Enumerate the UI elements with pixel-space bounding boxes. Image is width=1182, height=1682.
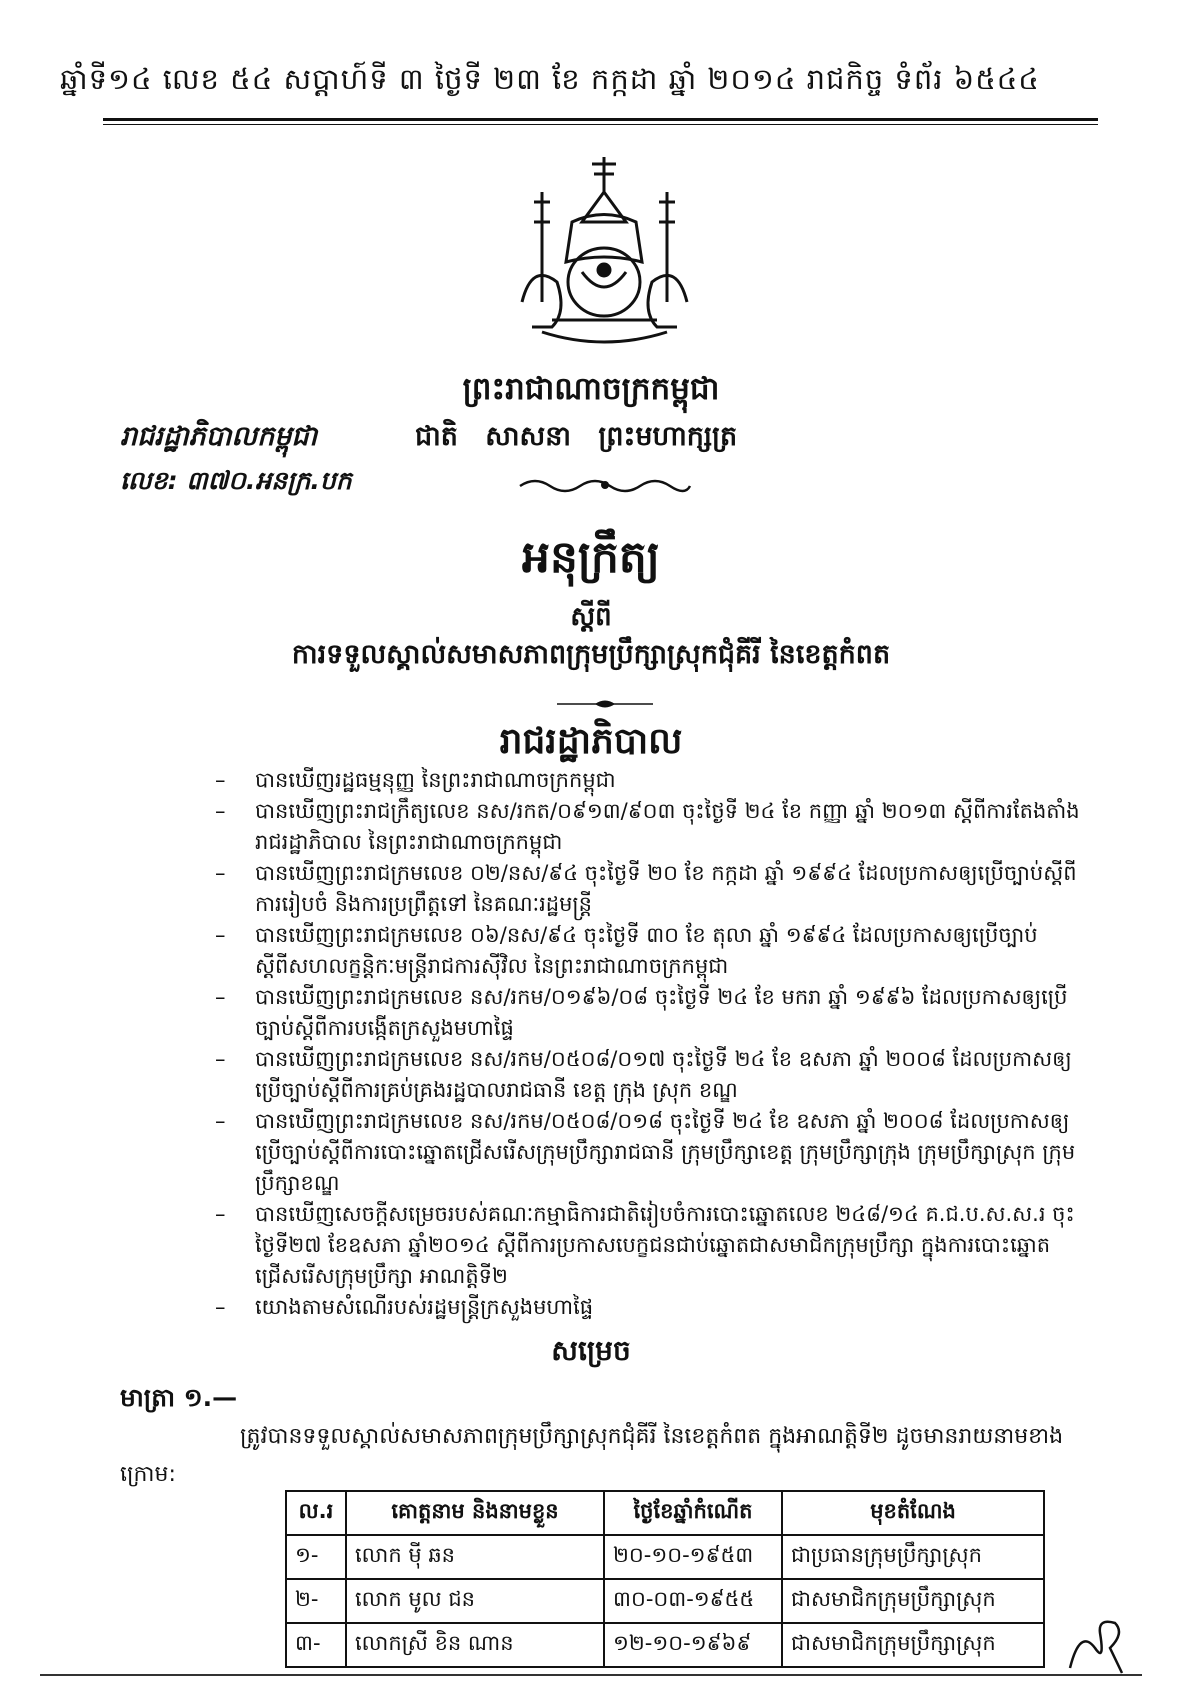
considerations-list	[215, 765, 1085, 1323]
list-item: – បានឃើញព្រះរាជក្រមលេខ នស/រកម/០១៩៦/០៨ ចុះថ្ងៃទី ២៤ ខែ មករា ឆ្នាំ ១៩៩៦ ដែលប្រកាសឲ្យប្រើច្បាប់ស្តីពីការបង្កើតក្រសួងមហាផ្ទៃ	[215, 985, 1068, 1040]
list-item: – បានឃើញព្រះរាជក្រមលេខ នស/រកម/០៥០៨/០១៧ ចុះថ្ងៃទី ២៤ ខែ ឧសភា ឆ្នាំ ២០០៨ ដែលប្រកាសឲ្យប្រើច្បាប់ស្តីពីការគ្រប់គ្រងរដ្ឋបាលរាជធានី ខេត្ត ក្រុង ស្រុក ខណ្ឌ	[215, 1047, 1072, 1102]
column-header: មុខតំណែង	[782, 1491, 1044, 1535]
row-number: ៣-	[286, 1623, 346, 1667]
list-item: – បានឃើញព្រះរាជក្រមលេខ ០៦/នស/៩៤ ចុះថ្ងៃទី ៣០ ខែ តុលា ឆ្នាំ ១៩៩៤ ដែលប្រកាសឲ្យប្រើច្បាប់ស្តីពីសហលក្ខន្តិកៈមន្ត្រីរាជការស៊ីវិល នៃព្រះរាជាណាចក្រកម្ពុជា	[215, 923, 1038, 978]
member-name: លោក មូល ជន	[346, 1579, 604, 1623]
consideration-text: បានឃើញព្រះរាជក្រមលេខ នស/រកម/០៥០៨/០១៧ ចុះថ្ងៃទី ២៤ ខែ ឧសភា ឆ្នាំ ២០០៨ ដែលប្រកាសឲ្យប្រើច្បាប់ស្តីពីការគ្រប់គ្រងរដ្ឋបាលរាជធានី ខេត្ត ក្រុង ស្រុក ខណ្ឌ	[255, 1047, 1072, 1102]
document-subject: ការទទួលស្គាល់សមាសភាពក្រុមប្រឹក្សាស្រុកជុំគីរី នៃខេត្តកំពត	[291, 639, 891, 670]
consideration-text: យោងតាមសំណើរបស់រដ្ឋមន្ត្រីក្រសួងមហាផ្ទៃ	[255, 1295, 594, 1319]
row-number: ១-	[286, 1535, 346, 1579]
header-rule-thick	[103, 118, 1098, 121]
page-bottom-rule	[40, 1674, 1142, 1676]
column-header: ល.រ	[286, 1491, 346, 1535]
table-row	[286, 1623, 1044, 1667]
document-number: លេខ: ៣៧០.អនក្រ.បក	[120, 466, 352, 495]
member-name: លោកស្រី ខិន ណាន	[346, 1623, 604, 1667]
member-dob: ៣០-០៣-១៩៥៥	[604, 1579, 782, 1623]
list-item: – បានឃើញព្រះរាជក្រមលេខ នស/រកម/០៥០៨/០១៨ ចុះថ្ងៃទី ២៤ ខែ ឧសភា ឆ្នាំ ២០០៨ ដែលប្រកាសឲ្យប្រើច្បាប់ស្តីពីការបោះឆ្នោតជ្រើសរើសក្រុមប្រឹក្សារាជធានី ក្រុមប្រឹក្សាខេត្ត ក្រុមប្រឹក្សាក្រុង ក្រុមប្រឹក្សាស្រុក ក្រុមប្រឹក្សាខណ្ឌ	[215, 1109, 1076, 1195]
list-item: – បានឃើញព្រះរាជក្រមលេខ ០២/នស/៩៤ ចុះថ្ងៃទី ២០ ខែ កក្កដា ឆ្នាំ ១៩៩៤ ដែលប្រកាសឲ្យប្រើច្បាប់ស្តីពីការរៀបចំ និងការប្រព្រឹត្តទៅ នៃគណៈរដ្ឋមន្ត្រី	[215, 861, 1077, 916]
royal-arms-emblem-icon	[512, 152, 697, 352]
member-dob: ២០-១០-១៩៥៣	[604, 1535, 782, 1579]
list-item: – បានឃើញព្រះរាជក្រឹត្យលេខ នស/រកត/០៩១៣/៩០៣ ចុះថ្ងៃទី ២៤ ខែ កញ្ញា ឆ្នាំ ២០១៣ ស្តីពីការតែងតាំងរាជរដ្ឋាភិបាល នៃព្រះរាជាណាចក្រកម្ពុជា	[215, 799, 1080, 854]
members-table	[285, 1490, 1045, 1668]
consideration-text: បានឃើញព្រះរាជក្រមលេខ ០២/នស/៩៤ ចុះថ្ងៃទី ២០ ខែ កក្កដា ឆ្នាំ ១៩៩៤ ដែលប្រកាសឲ្យប្រើច្បាប់ស្តីពីការរៀបចំ និងការប្រព្រឹត្តទៅ នៃគណៈរដ្ឋមន្ត្រី	[255, 861, 1077, 916]
consideration-text: បានឃើញសេចក្តីសម្រេចរបស់គណៈកម្មាធិការជាតិរៀបចំការបោះឆ្នោតលេខ ២៤៨/១៤ គ.ជ.ប.ស.ស.រ ចុះថ្ងៃទី២៧ ខែឧសភា ឆ្នាំ២០១៤ ស្តីពីការប្រកាសបេក្ខជនជាប់ឆ្នោតជាសមាជិកក្រុមប្រឹក្សា ក្នុងការបោះឆ្នោតជ្រើសរើសក្រុមប្រឹក្សា អាណត្តិទី២	[255, 1202, 1075, 1288]
table-header-row	[286, 1491, 1044, 1535]
header-rule-thin	[103, 124, 1098, 125]
article-text: ត្រូវបានទទួលស្គាល់សមាសភាពក្រុមប្រឹក្សាស្រុកជុំគីរី នៃខេត្តកំពត ក្នុងអាណត្តិទី២ ដូចមានរាយនាមខាងក្រោម:	[120, 1424, 1064, 1487]
list-item: – យោងតាមសំណើរបស់រដ្ឋមន្ត្រីក្រសួងមហាផ្ទៃ	[215, 1295, 594, 1319]
member-position: ជាសមាជិកក្រុមប្រឹក្សាស្រុក	[782, 1579, 1044, 1623]
consideration-text: បានឃើញព្រះរាជក្រឹត្យលេខ នស/រកត/០៩១៣/៩០៣ ចុះថ្ងៃទី ២៤ ខែ កញ្ញា ឆ្នាំ ២០១៣ ស្តីពីការតែងតាំងរាជរដ្ឋាភិបាល នៃព្រះរាជាណាចក្រកម្ពុជា	[255, 799, 1080, 854]
row-number: ២-	[286, 1579, 346, 1623]
column-header: ថ្ងៃខែឆ្នាំកំណើត	[604, 1491, 782, 1535]
subject-label: ស្តីពី	[570, 602, 612, 632]
member-position: ជាប្រធានក្រុមប្រឹក្សាស្រុក	[782, 1535, 1044, 1579]
national-motto: ជាតិ សាសនា ព្រះមហាក្សត្រ	[415, 421, 738, 452]
decision-heading: សម្រេច	[551, 1334, 631, 1367]
consideration-text: បានឃើញព្រះរាជក្រមលេខ នស/រកម/០៥០៨/០១៨ ចុះថ្ងៃទី ២៤ ខែ ឧសភា ឆ្នាំ ២០០៨ ដែលប្រកាសឲ្យប្រើច្បាប់ស្តីពីការបោះឆ្នោតជ្រើសរើសក្រុមប្រឹក្សារាជធានី ក្រុមប្រឹក្សាខេត្ត ក្រុមប្រឹក្សាក្រុង ក្រុមប្រឹក្សាស្រុក ក្រុមប្រឹក្សាខណ្ឌ	[255, 1109, 1076, 1195]
consideration-text: បានឃើញព្រះរាជក្រមលេខ នស/រកម/០១៩៦/០៨ ចុះថ្ងៃទី ២៤ ខែ មករា ឆ្នាំ ១៩៩៦ ដែលប្រកាសឲ្យប្រើច្បាប់ស្តីពីការបង្កើតក្រសួងមហាផ្ទៃ	[255, 985, 1068, 1040]
member-position: ជាសមាជិកក្រុមប្រឹក្សាស្រុក	[782, 1623, 1044, 1667]
government-heading: រាជរដ្ឋាភិបាល	[499, 721, 683, 762]
handwritten-initial-icon	[1060, 1608, 1130, 1678]
table-row	[286, 1579, 1044, 1623]
list-item: – បានឃើញរដ្ឋធម្មនុញ្ញ នៃព្រះរាជាណាចក្រកម្ពុជា	[215, 768, 616, 792]
article-label: មាត្រា ១.—	[120, 1383, 238, 1412]
gazette-header: ឆ្នាំទី១៤ លេខ ៥៤ សប្តាហ៍ទី ៣ ថ្ងៃទី ២៣ ខែ កក្កដា ឆ្នាំ ២០១៤ រាជកិច្ច ទំព័រ ៦៥៤៤	[60, 62, 1040, 96]
list-item: – បានឃើញសេចក្តីសម្រេចរបស់គណៈកម្មាធិការជាតិរៀបចំការបោះឆ្នោតលេខ ២៤៨/១៤ គ.ជ.ប.ស.ស.រ ចុះថ្ងៃទី២៧ ខែឧសភា ឆ្នាំ២០១៤ ស្តីពីការប្រកាសបេក្ខជនជាប់ឆ្នោតជាសមាជិកក្រុមប្រឹក្សា ក្នុងការបោះឆ្នោតជ្រើសរើសក្រុមប្រឹក្សា អាណត្តិទី២	[215, 1202, 1075, 1288]
ornamental-divider-icon	[555, 697, 655, 711]
column-header: គោត្តនាម និងនាមខ្លួន	[346, 1491, 604, 1535]
consideration-text: បានឃើញព្រះរាជក្រមលេខ ០៦/នស/៩៤ ចុះថ្ងៃទី ៣០ ខែ តុលា ឆ្នាំ ១៩៩៤ ដែលប្រកាសឲ្យប្រើច្បាប់ស្តីពីសហលក្ខន្តិកៈមន្ត្រីរាជការស៊ីវិល នៃព្រះរាជាណាចក្រកម្ពុជា	[255, 923, 1038, 978]
member-name: លោក ម៉ី ឆន	[346, 1535, 604, 1579]
consideration-text: បានឃើញរដ្ឋធម្មនុញ្ញ នៃព្រះរាជាណាចក្រកម្ពុជា	[255, 768, 616, 792]
member-dob: ១២-១០-១៩៦៩	[604, 1623, 782, 1667]
table-row	[286, 1535, 1044, 1579]
issuer-name: រាជរដ្ឋាភិបាលកម្ពុជា	[120, 421, 318, 452]
ornamental-flourish-icon	[515, 474, 695, 496]
kingdom-title: ព្រះរាជាណាចក្រកម្ពុជា	[462, 371, 720, 407]
document-title: អនុក្រឹត្យ	[522, 532, 660, 583]
